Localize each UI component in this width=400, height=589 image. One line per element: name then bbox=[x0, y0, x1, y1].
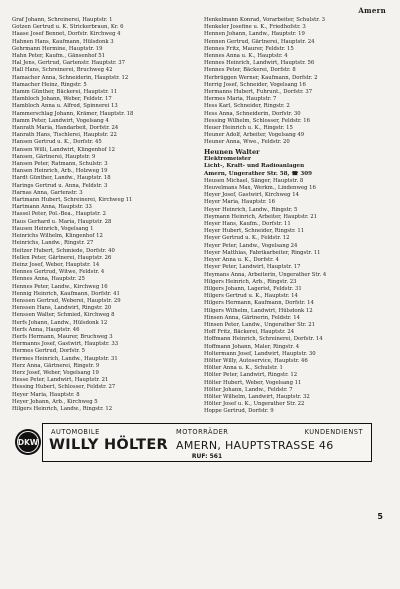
directory-entry: Hambloch Anna u. Alfred, Spinnerei 13 bbox=[12, 103, 118, 110]
directory-entry: Licht-, Kraft- und Radioanlagen bbox=[204, 163, 305, 170]
directory-entry: Herz Anna, Gärtnerei, Ringstr. 9 bbox=[12, 362, 100, 369]
directory-entry: Hilgers Hermann, Kaufmann, Dorfstr. 14 bbox=[204, 300, 314, 307]
ad-business-name: WILLY HÖLTER bbox=[49, 437, 169, 453]
ad-services-row bbox=[51, 428, 363, 436]
directory-entry: Hansen Gertrud u. K., Dorfstr. 45 bbox=[12, 139, 102, 146]
directory-entry: Hennig Heinrich, Kaufmann, Dorfstr. 41 bbox=[12, 290, 120, 297]
directory-entry: Henssen Walter, Schmied, Kirchweg 8 bbox=[12, 312, 115, 319]
directory-entry: Gehrmann Hermine, Hauptstr. 19 bbox=[12, 45, 103, 52]
directory-entry: Henssen Hans, Landwirt, Ringstr. 20 bbox=[12, 305, 112, 312]
directory-entry: Hennen Johann, Landw., Hauptstr. 19 bbox=[204, 31, 305, 38]
directory-entry: Gotzen Gertrud u. K. Strickerbraun, Kr. 6 bbox=[12, 24, 124, 31]
directory-entry: Hess Karl, Schneider, Ringstr. 2 bbox=[204, 103, 290, 110]
directory-entry: Heymans Anna, Arbeiterin, Ungerather Str. 4 bbox=[204, 271, 327, 278]
directory-columns bbox=[12, 17, 384, 414]
directory-entry: Hölter Anna u. K., Schulstr. 1 bbox=[204, 365, 283, 372]
directory-entry: Holtermann Josef, Landwirt, Hauptstr. 30 bbox=[204, 350, 316, 357]
directory-entry: Hoff Fritz, Bäckerei, Hauptstr. 24 bbox=[204, 329, 295, 336]
page-number: 5 bbox=[377, 512, 383, 521]
directory-entry: Hamm Peter, Landwirt, Vogelsang 4 bbox=[12, 117, 109, 124]
directory-entry: Heyer Hubert, Schneider, Ringstr. 11 bbox=[204, 228, 305, 235]
directory-entry: Hölter Johann, Landw., Feldstr. 7 bbox=[204, 386, 293, 393]
directory-entry: Herrig Josef, Schneider, Vogelsang 16 bbox=[204, 81, 306, 88]
directory-entry: Hall Hans, Schreinerei, Bruchweg 42 bbox=[12, 67, 113, 74]
directory-entry: Harings Gertrud u. Anna, Feldstr. 3 bbox=[12, 182, 108, 189]
ad-automobile-text: AUTOMOBILE bbox=[51, 428, 100, 436]
directory-entry: Herfs Hermann, Maurer, Bruchweg 3 bbox=[12, 333, 113, 340]
directory-entry: Hermes Gertrud, Dorfstr. 5 bbox=[12, 348, 86, 355]
directory-entry: Hamm Günther, Bäckerei, Hauptstr. 11 bbox=[12, 89, 118, 96]
directory-entry: Hoffmann Johann, Maler, Ringstr. 4 bbox=[204, 343, 300, 350]
directory-entry: Hansen, Gärtnerei, Hauptstr. 9 bbox=[12, 153, 96, 160]
directory-entry: Hennes Gertrud, Witwe, Feldstr. 4 bbox=[12, 269, 105, 276]
directory-entry: Heyer Maria, Hauptstr. 16 bbox=[204, 199, 276, 206]
directory-entry: Hennes Fritz, Maurer, Feldstr. 15 bbox=[204, 45, 294, 52]
directory-entry: Hilgers Wilhelm, Landwirt, Hülsdonk 12 bbox=[204, 307, 313, 314]
directory-entry: Hassel Peter, Pol.-Bea., Hauptstr. 2 bbox=[12, 211, 106, 218]
directory-entry: Hilgers Heinrich, Landw., Ringstr. 12 bbox=[12, 405, 113, 412]
directory-entry: Hoffmann Heinrich, Schreinerei, Dorfstr. 14 bbox=[204, 336, 323, 343]
directory-entry: Heyer Peter, Landw., Vogelsang 24 bbox=[204, 242, 298, 249]
directory-entry: Hahnen Hans, Kaufmann, Hülsdonk 3 bbox=[12, 38, 114, 45]
directory-entry: Heinrichs Wilhelm, Klingenhof 12 bbox=[12, 233, 103, 240]
directory-entry: Heuer Heinrich u. K., Ringstr. 15 bbox=[204, 125, 293, 132]
directory-entry: Hölter Wilhelm, Landwirt, Hauptstr. 32 bbox=[204, 393, 310, 400]
directory-entry: Hansen Heinrich, Arb., Holzweg 19 bbox=[12, 168, 108, 175]
directory-entry: Heuvelmans Max, Werkm., Lindenweg 16 bbox=[204, 185, 316, 192]
directory-column-right bbox=[204, 17, 384, 414]
ad-address: AMERN, HAUPTSTRASSE 46 bbox=[176, 439, 334, 452]
directory-entry: Hennes Peter, Bäckerei, Dorfstr. 8 bbox=[204, 67, 296, 74]
page-header-town: Amern bbox=[358, 6, 386, 15]
directory-entry: Heuner Adolf, Arbeiter, Vogelsang 49 bbox=[204, 132, 305, 139]
directory-entry: Hahn Peter, Kaufm., Gänsenhof 51 bbox=[12, 53, 105, 60]
directory-entry: Hansen Peter, Ratmann, Schulstr. 3 bbox=[12, 161, 108, 168]
directory-entry: Heymann Heinrich, Arbeiter, Hauptstr. 21 bbox=[204, 213, 318, 220]
directory-entry: Hinsen Anna, Gärtnerin, Feldstr. 14 bbox=[204, 314, 300, 321]
directory-entry: Hoppe Gertrud, Dorfstr. 9 bbox=[204, 408, 274, 414]
directory-entry: Hölter Peter, Landwirt, Ringstr. 12 bbox=[204, 372, 298, 379]
directory-entry: Hessing Hubert, Schlosser, Feldstr. 27 bbox=[12, 384, 116, 391]
directory-entry: Hölter Josef u. K., Ungerather Str. 22 bbox=[204, 401, 305, 408]
directory-entry: Hennes Anna, Hauptstr. 25 bbox=[12, 276, 85, 283]
directory-entry: Heyer Heinrich, Landw., Ringstr. 5 bbox=[204, 206, 298, 213]
directory-entry: Hilgers Johann, Lagerist, Feldstr. 31 bbox=[204, 285, 302, 292]
directory-entry: Heyer Matthias, Fabrikarbeiter, Ringstr. 11 bbox=[204, 249, 321, 256]
directory-entry: Hennes Heinrich, Landwirt, Hauptstr. 56 bbox=[204, 60, 315, 67]
directory-entry: Hennes Peter, Landw., Kirchweg 16 bbox=[12, 283, 108, 290]
ad-phone: RUF: 561 bbox=[191, 453, 223, 460]
directory-entry: Heyer Hans, Kaufm., Dorfstr. 11 bbox=[204, 221, 291, 228]
directory-entry: Amern, Ungerather Str. 58, ☎ 309 bbox=[204, 170, 313, 177]
directory-entry: Heyer Maria, Hauptstr. 8 bbox=[12, 391, 80, 398]
directory-entry: Heyer Johann, Arb., Kirchweg 5 bbox=[12, 398, 98, 405]
directory-entry: Henkeler Josefine u. K., Friedhofstr. 3 bbox=[204, 24, 306, 31]
dkw-logo bbox=[13, 422, 43, 462]
directory-entry: Hinsen Peter, Landw., Ungerather Str. 21 bbox=[204, 321, 315, 328]
directory-entry: Hartmann Anna, Hauptstr. 33 bbox=[12, 204, 92, 211]
directory-entry: Hausen Heinrich, Vogelsang 1 bbox=[12, 225, 94, 232]
directory-entry: Hölter Hubert, Weber, Vogelsang 11 bbox=[204, 379, 302, 386]
directory-entry: Hessing Wilhelm, Schlosser, Feldstr. 16 bbox=[204, 117, 311, 124]
directory-entry: Heuner Anna, Wwe., Feldstr. 20 bbox=[204, 139, 290, 146]
directory-entry: Harnas Anna, Gartenstr. 3 bbox=[12, 189, 83, 196]
ad-main-line bbox=[49, 437, 365, 453]
directory-entry: Hamacher Anna, Schneiderin, Hauptstr. 12 bbox=[12, 74, 129, 81]
directory-entry: Henkelmann Konrad, Vorarbeiter, Schulstr. 3 bbox=[204, 17, 325, 23]
directory-entry: Hamacher Heinz, Ringstr. 5 bbox=[12, 81, 87, 88]
directory-entry: Heitzer Hubert, Schmiede, Dorfstr. 40 bbox=[12, 247, 115, 254]
directory-entry: Hansen Willi, Landwirt, Klingenhof 12 bbox=[12, 146, 116, 153]
directory-entry: Heyer Peter, Landwirt, Hauptstr. 17 bbox=[204, 264, 301, 271]
directory-entry: Hardt Günther, Landw., Hauptstr. 18 bbox=[12, 175, 111, 182]
directory-entry: Heinz Josef, Weber, Hauptstr. 14 bbox=[12, 261, 100, 268]
advertisement-box bbox=[17, 423, 372, 462]
directory-entry: Hermes Heinrich, Landw., Hauptstr. 31 bbox=[12, 355, 118, 362]
directory-entry: Haus Gerhard u. Maria, Hauptstr. 28 bbox=[12, 218, 112, 225]
directory-entry: Heinrichs, Landw., Ringstr. 27 bbox=[12, 240, 94, 247]
directory-entry: Hennes Anna u. K., Hauptstr. 4 bbox=[204, 53, 288, 60]
directory-entry: Hermanns Hubert, Fuhrunt., Dorfstr. 37 bbox=[204, 89, 313, 96]
directory-entry: Hellen Peter, Gärtnerei, Hauptstr. 26 bbox=[12, 254, 112, 261]
directory-entry: Graf Johann, Schreinerei, Hauptstr. 1 bbox=[12, 17, 113, 23]
directory-entry: Hanrath Hans, Tischlerei, Hauptstr. 22 bbox=[12, 132, 117, 139]
directory-entry: Herfs Johann, Landw., Hülsdonk 12 bbox=[12, 319, 108, 326]
directory-entry: Hal Jens, Gertrud, Gartenstr. Hauptstr. 37 bbox=[12, 60, 126, 67]
directory-entry: Hilgers Heinrich, Arb., Ringstr. 23 bbox=[204, 278, 297, 285]
directory-entry: Heyer Gertrud u. K., Feldstr. 12 bbox=[204, 235, 290, 242]
directory-entry: Hartmann Hubert, Schreinerei, Kirchweg 11 bbox=[12, 197, 133, 204]
directory-entry: Hermanns Josef, Gastwirt, Hauptstr. 33 bbox=[12, 341, 119, 348]
directory-entry: Heunen Walter bbox=[204, 147, 260, 156]
directory-entry: Elektromeister bbox=[204, 156, 251, 163]
directory-column-left bbox=[12, 17, 192, 414]
directory-entry: Herz Josef, Weber, Vogelsang 19 bbox=[12, 369, 99, 376]
directory-entry: Haase Josef Bennet, Dorfstr. Kirchweg 4 bbox=[12, 31, 121, 38]
directory-entry: Hermes Maria, Hauptstr. 7 bbox=[204, 96, 277, 103]
directory-entry: Hess Anna, Schneiderin, Dorfstr. 30 bbox=[204, 110, 301, 117]
directory-entry: Hennen Gertrud, Gärtnerei, Hauptstr. 24 bbox=[204, 38, 315, 45]
directory-entry: Hesse Peter, Landwirt, Hauptstr. 21 bbox=[12, 377, 109, 384]
directory-entry: Hölter Willy, Autoservice, Hauptstr. 46 bbox=[204, 357, 308, 364]
directory-entry: Heyer Josef, Gastwirt, Kirchweg 14 bbox=[204, 192, 299, 199]
directory-entry: Herbrüggen Werner, Kaufmann, Dorfstr. 2 bbox=[204, 74, 318, 81]
directory-entry: Heusen Michael, Sänger, Hauptstr. 8 bbox=[204, 177, 304, 184]
ad-kundendienst-text: KUNDENDIENST bbox=[304, 428, 363, 436]
directory-entry: Hammerschlag Johann, Krämer, Hauptstr. 18 bbox=[12, 110, 134, 117]
directory-entry: Herfs Anna, Hauptstr. 46 bbox=[12, 326, 80, 333]
directory-entry: Hilgers Gertrud u. K., Hauptstr. 14 bbox=[204, 293, 298, 300]
directory-entry: Hambloch Johann, Weber, Feldstr. 17 bbox=[12, 96, 112, 103]
directory-entry: Heyer Anna u. K., Dorfstr. 4 bbox=[204, 257, 279, 264]
ad-motorrader-text: MOTORRÄDER bbox=[176, 428, 229, 436]
dkw-logo-text: DKW bbox=[17, 438, 39, 447]
directory-entry: Henssen Gertrud, Weberei, Hauptstr. 29 bbox=[12, 297, 121, 304]
directory-entry: Hanrath Maria, Handarbeit, Dorfstr. 24 bbox=[12, 125, 119, 132]
